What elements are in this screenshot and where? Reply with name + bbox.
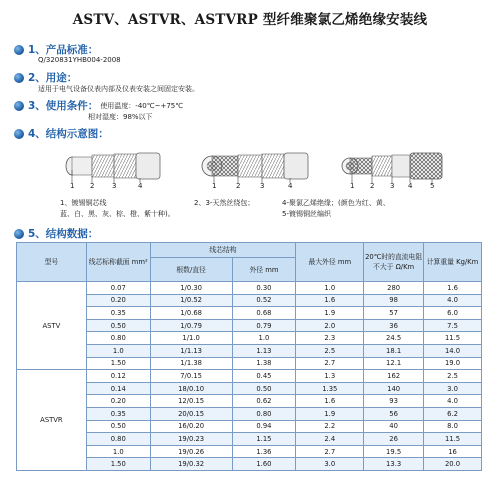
- diagram3-number: 2: [370, 182, 375, 190]
- section-conditions-label: 3、使用条件：: [28, 100, 99, 112]
- table-cell: 1.3: [296, 370, 364, 383]
- table-cell: 0.07: [86, 282, 150, 295]
- diagram3-caption-line2: 5-镀锡铜丝编织: [282, 210, 331, 218]
- bullet-icon: [14, 129, 24, 139]
- temperature-text: 使用温度：-40℃~+75℃: [100, 101, 184, 110]
- header-resistance: 20℃时的直流电阻不大于 Ω/Km: [364, 243, 424, 282]
- table-cell: 3.0: [424, 382, 482, 395]
- table-cell: 0.14: [86, 382, 150, 395]
- table-cell: 0.50: [86, 319, 150, 332]
- table-cell: 1.6: [424, 282, 482, 295]
- diagram2-number: 3: [260, 182, 265, 190]
- table-cell: 1/0.30: [150, 282, 232, 295]
- table-cell: 0.50: [86, 420, 150, 433]
- table-cell: 0.35: [86, 407, 150, 420]
- section-diagram-heading: [14, 126, 109, 141]
- table-cell: 1/1.13: [150, 344, 232, 357]
- table-cell: 26: [364, 433, 424, 446]
- table-cell: 18/0.10: [150, 382, 232, 395]
- table-cell: 3.0: [296, 458, 364, 471]
- table-row: [17, 294, 482, 307]
- table-cell: 56: [364, 407, 424, 420]
- table-cell: 2.7: [296, 357, 364, 370]
- table-cell: 1/0.52: [150, 294, 232, 307]
- table-row: [17, 370, 482, 383]
- section-data-label: 5、结构数据：: [28, 228, 99, 240]
- diagram2-caption: [194, 198, 254, 209]
- section-usage-heading: [14, 70, 77, 85]
- table-cell: 0.79: [232, 319, 296, 332]
- table-cell: 1/0.68: [150, 307, 232, 320]
- table-cell: 0.30: [232, 282, 296, 295]
- diagram1-number: 4: [138, 182, 143, 190]
- table-cell: 7.5: [424, 319, 482, 332]
- diagram3-caption: [282, 198, 390, 220]
- bullet-icon: [14, 45, 24, 55]
- table-cell: 1.6: [296, 395, 364, 408]
- table-cell: 0.62: [232, 395, 296, 408]
- model-cell: ASTV: [17, 282, 87, 370]
- table-cell: 1/1.38: [150, 357, 232, 370]
- table-row: [17, 445, 482, 458]
- table-cell: 0.68: [232, 307, 296, 320]
- cable-diagram-2: [202, 153, 308, 183]
- table-row: [17, 395, 482, 408]
- table-cell: 57: [364, 307, 424, 320]
- table-row: [17, 344, 482, 357]
- table-cell: 1.60: [232, 458, 296, 471]
- table-cell: 1.13: [232, 344, 296, 357]
- section-data-heading: [14, 226, 98, 241]
- table-cell: 1.0: [296, 282, 364, 295]
- table-cell: 1.0: [86, 344, 150, 357]
- table-cell: 0.20: [86, 294, 150, 307]
- table-cell: 2.2: [296, 420, 364, 433]
- cable-diagram-3: [342, 153, 442, 183]
- table-row: [17, 282, 482, 295]
- table-cell: 1.9: [296, 407, 364, 420]
- table-cell: 0.94: [232, 420, 296, 433]
- section-conditions-heading: [14, 98, 183, 113]
- diagram3-caption-line1: 4-聚氯乙烯绝缘；(颜色为红、黄、: [282, 199, 390, 207]
- section-usage-label: 2、用途：: [28, 72, 78, 84]
- table-cell: 4.0: [424, 294, 482, 307]
- table-row: [17, 407, 482, 420]
- table-cell: 1.0: [232, 332, 296, 345]
- table-cell: 98: [364, 294, 424, 307]
- table-cell: 14.0: [424, 344, 482, 357]
- table-cell: 19/0.23: [150, 433, 232, 446]
- table-cell: 280: [364, 282, 424, 295]
- standard-code: Q/320831YHB004-2008: [38, 56, 121, 64]
- table-cell: 140: [364, 382, 424, 395]
- table-cell: 1/0.79: [150, 319, 232, 332]
- table-cell: 1.6: [296, 294, 364, 307]
- table-cell: 24.5: [364, 332, 424, 345]
- table-row: [17, 433, 482, 446]
- table-cell: 19.5: [364, 445, 424, 458]
- diagram2-number: 1: [212, 182, 217, 190]
- table-cell: 40: [364, 420, 424, 433]
- diagram3-number: 5: [430, 182, 435, 190]
- diagram3-number: 4: [408, 182, 413, 190]
- table-cell: 7/0.15: [150, 370, 232, 383]
- table-cell: 0.80: [86, 332, 150, 345]
- table-cell: 1/1.0: [150, 332, 232, 345]
- table-cell: 2.3: [296, 332, 364, 345]
- bullet-icon: [14, 73, 24, 83]
- table-cell: 1.0: [86, 445, 150, 458]
- table-cell: 4.0: [424, 395, 482, 408]
- table-row: [17, 319, 482, 332]
- header-outer-diameter: 外径 mm: [232, 258, 296, 282]
- cable-diagram-1: [66, 153, 160, 183]
- table-cell: 0.80: [232, 407, 296, 420]
- header-cross-section: 线芯标称截面 mm²: [86, 243, 150, 282]
- table-cell: 16: [424, 445, 482, 458]
- table-row: [17, 332, 482, 345]
- section-standard-heading: [14, 42, 98, 57]
- table-cell: 1.38: [232, 357, 296, 370]
- section-standard-label: 1、产品标准：: [28, 44, 99, 56]
- table-cell: 2.5: [424, 370, 482, 383]
- table-cell: 1.50: [86, 357, 150, 370]
- diagram2-caption-line1: 2、3-天然丝绕包；: [194, 199, 255, 207]
- table-cell: 13.3: [364, 458, 424, 471]
- table-cell: 16/0.20: [150, 420, 232, 433]
- table-cell: 93: [364, 395, 424, 408]
- table-cell: 12/0.15: [150, 395, 232, 408]
- table-cell: 2.7: [296, 445, 364, 458]
- table-cell: 18.1: [364, 344, 424, 357]
- table-cell: 1.35: [296, 382, 364, 395]
- header-max-od: 最大外径 mm: [296, 243, 364, 282]
- table-cell: 162: [364, 370, 424, 383]
- table-cell: 0.52: [232, 294, 296, 307]
- header-roots-diameter: 根数/直径: [150, 258, 232, 282]
- table-row: [17, 458, 482, 471]
- table-cell: 19.0: [424, 357, 482, 370]
- table-cell: 0.45: [232, 370, 296, 383]
- table-cell: 0.20: [86, 395, 150, 408]
- table-cell: 20/0.15: [150, 407, 232, 420]
- table-cell: 20.0: [424, 458, 482, 471]
- table-row: [17, 382, 482, 395]
- table-row: [17, 420, 482, 433]
- diagram1-caption-line2: 蓝、白、黑、灰、棕、橙、紫十种)。: [60, 210, 175, 218]
- table-cell: 6.2: [424, 407, 482, 420]
- table-cell: 0.80: [86, 433, 150, 446]
- table-cell: 8.0: [424, 420, 482, 433]
- diagram-number-labels: [0, 182, 500, 192]
- diagram1-number: 1: [70, 182, 75, 190]
- bullet-icon: [14, 229, 24, 239]
- structure-data-table: [16, 242, 482, 471]
- diagram1-caption: [60, 198, 175, 220]
- table-cell: 2.5: [296, 344, 364, 357]
- table-cell: 0.35: [86, 307, 150, 320]
- table-cell: 1.36: [232, 445, 296, 458]
- table-cell: 6.0: [424, 307, 482, 320]
- section-diagram-label: 4、结构示意图：: [28, 128, 109, 140]
- table-cell: 11.5: [424, 332, 482, 345]
- diagram3-number: 3: [390, 182, 395, 190]
- header-core-structure: 线芯结构: [150, 243, 296, 258]
- table-row: [17, 357, 482, 370]
- table-cell: 0.50: [232, 382, 296, 395]
- header-weight: 计算重量 Kg/Km: [424, 243, 482, 282]
- diagram1-number: 2: [90, 182, 95, 190]
- table-cell: 1.50: [86, 458, 150, 471]
- table-cell: 11.5: [424, 433, 482, 446]
- table-cell: 2.4: [296, 433, 364, 446]
- table-cell: 12.1: [364, 357, 424, 370]
- header-model: 型号: [17, 243, 87, 282]
- diagram2-number: 4: [288, 182, 293, 190]
- model-cell: ASTVR: [17, 370, 87, 471]
- diagram1-caption-line1: 1、镀锡铜芯线: [60, 199, 107, 207]
- diagram2-number: 2: [236, 182, 241, 190]
- table-cell: 36: [364, 319, 424, 332]
- table-cell: 0.12: [86, 370, 150, 383]
- table-cell: 1.9: [296, 307, 364, 320]
- usage-text: 适用于电气设备仪表内部及仪表安装之间固定安装。: [38, 85, 199, 93]
- document-title: ASTV、ASTVR、ASTVRP 型纤维聚氯乙烯绝缘安装线: [72, 12, 428, 28]
- bullet-icon: [14, 101, 24, 111]
- table-cell: 2.0: [296, 319, 364, 332]
- humidity-text: 相对湿度：98%以下: [88, 113, 153, 121]
- table-cell: 19/0.32: [150, 458, 232, 471]
- table-cell: 1.15: [232, 433, 296, 446]
- table-row: [17, 307, 482, 320]
- table-cell: 19/0.26: [150, 445, 232, 458]
- diagram3-number: 1: [350, 182, 355, 190]
- diagram1-number: 3: [112, 182, 117, 190]
